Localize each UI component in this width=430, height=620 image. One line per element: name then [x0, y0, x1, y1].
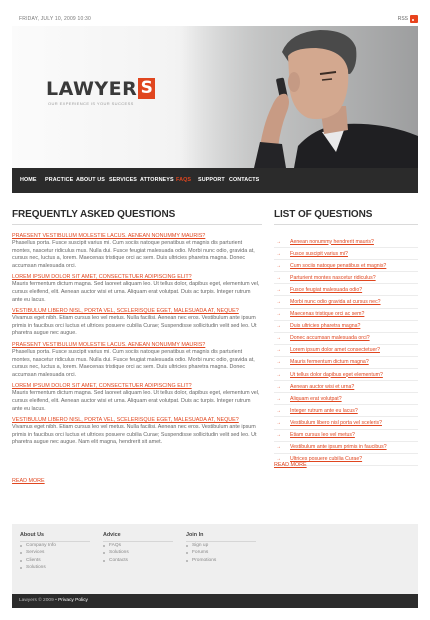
faq-answer: Phasellus porta. Fusce suscipit varius mi. Cum sociis natoque penatibus et magnis dis parturient montes, nascetur ridiculus mus. Nulla dui. Fusce feugiat malesuada odio. Morbi nunc odio, gravida at, cursus nec, luctus a, lorem. Maecenas tristique orci ac sem. Duis ultricies pharetra magna. Donec accumsan malesuada orci. [12, 348, 255, 378]
faq-item [12, 417, 262, 447]
nav-practice[interactable]: PRACTICE [45, 177, 74, 183]
questions-heading: LIST OF QUESTIONS [274, 209, 373, 220]
rss-label: RSS [397, 16, 408, 22]
question-item[interactable] [274, 405, 418, 417]
question-list [274, 236, 418, 466]
question-item[interactable] [274, 345, 418, 357]
question-link[interactable]: Duis ultricies pharetra magna? [290, 323, 361, 330]
question-item[interactable] [274, 248, 418, 260]
question-link[interactable]: Mauris fermentum dictum magna? [290, 359, 369, 366]
footer-col-title: About Us [20, 532, 44, 538]
question-item[interactable] [274, 393, 418, 405]
hero-banner [12, 26, 418, 168]
faq-answer: Mauris fermentum dictum magna. Sed laoreet aliquam leo. Ut tellus dolor, dapibus eget, elementum vel, cursus eleifend, elit. Aenean auctor wisi et urna. Aliquam erat volutpat. Duis ac turpis. Integer rutrum ante eu lacus. [12, 390, 260, 412]
arrow-right-icon: → [276, 250, 281, 257]
footer-col-advice [103, 532, 129, 564]
faq-item [12, 342, 262, 379]
question-link[interactable]: Vestibulum ante ipsum primis in faucibus? [290, 444, 387, 451]
faq-answer: Vivamus eget nibh. Etiam cursus leo vel metus. Nulla facilisi. Aenean nec eros. Vestibulum ante ipsum primis in faucibus orci luctus et ultrices posuere cubilia Curae; Suspendisse sollicitudin velit sed leo. Ut pharetra augue nec augue. Nam elit magna, hendrerit sit amet. [12, 424, 257, 446]
footer-link[interactable]: Solutions [20, 564, 56, 571]
lawyer-photo [224, 26, 418, 168]
arrow-right-icon: → [276, 286, 281, 293]
faq-question[interactable]: PRAESENT VESTIBULUM MOLESTIE LACUS. AENEAN NONUMMY MAURIS? [12, 341, 206, 348]
arrow-right-icon: → [276, 238, 281, 245]
footer-link[interactable]: Clients [20, 557, 56, 564]
question-link[interactable]: Fusce suscipit varius mi? [290, 250, 348, 257]
arrow-right-icon: → [276, 299, 281, 306]
question-item[interactable] [274, 284, 418, 296]
copyright-label: Lawyers © 2009 • [19, 598, 57, 603]
logo[interactable] [46, 78, 155, 99]
footer-col-join [186, 532, 216, 564]
nav-support[interactable]: SUPPORT [198, 177, 225, 183]
faq-answer: Mauris fermentum dictum magna. Sed laoreet aliquam leo. Ut tellus dolor, dapibus eget, elementum vel, cursus eleifend, elit. Aenean auctor wisi et urna. Aliquam erat volutpat. Duis ac turpis. Integer rutrum ante eu lacus. [12, 281, 260, 303]
question-item[interactable] [274, 442, 418, 454]
question-link[interactable]: Aliquam erat volutpat? [290, 395, 342, 402]
question-link[interactable]: Integer rutrum ante eu lacus? [290, 407, 358, 414]
question-item[interactable] [274, 260, 418, 272]
faq-answer: Phasellus porta. Fusce suscipit varius mi. Cum sociis natoque penatibus et magnis dis parturient montes, nascetur ridiculus mus. Nulla dui. Fusce feugiat malesuada odio. Morbi nunc odio, gravida at, cursus nec, luctus a, lorem. Maecenas tristique orci ac sem. Duis ultricies pharetra magna. Donec accumsan malesuada orci. [12, 240, 255, 269]
question-item[interactable] [274, 430, 418, 442]
question-link[interactable]: Fusce feugiat malesuada odio? [290, 286, 363, 293]
question-link[interactable]: Morbi nunc odio gravida at cursus nec? [290, 299, 381, 306]
footer-col-title: Advice [103, 532, 121, 538]
question-item[interactable] [274, 417, 418, 429]
footer-link[interactable]: Contacts [103, 557, 129, 564]
rss-link[interactable] [398, 14, 418, 24]
arrow-right-icon: → [276, 274, 281, 281]
question-link[interactable]: Lorem ipsum dolor amet consectetuer? [290, 347, 380, 354]
footer-col-title: Join In [186, 532, 204, 538]
footer-link[interactable]: Forums [186, 549, 216, 556]
faq-question[interactable]: LOREM IPSUM DOLOR SIT AMET, CONSECTETUER ADIPISCING ELIT? [12, 383, 192, 390]
question-item[interactable] [274, 381, 418, 393]
questions-divider [274, 224, 418, 225]
footer-link[interactable]: FAQs [103, 542, 129, 549]
question-link[interactable]: Aenean nonummy hendrerit mauris? [290, 238, 374, 245]
question-link[interactable]: Cum sociis natoque penatibus et magnis? [290, 262, 387, 269]
nav-contacts[interactable]: CONTACTS [229, 177, 260, 183]
question-item[interactable] [274, 309, 418, 321]
date-text: FRIDAY, JULY 10, 2009 10:30 [19, 16, 92, 22]
arrow-right-icon: → [276, 311, 281, 318]
main-nav [12, 168, 418, 193]
arrow-right-icon: → [276, 371, 281, 378]
question-link[interactable]: Parturient montes nascetur ridiculus? [290, 274, 376, 281]
arrow-right-icon: → [276, 359, 281, 366]
arrow-right-icon: → [276, 432, 281, 439]
footer-link[interactable]: Sign up [186, 542, 216, 549]
rss-icon [410, 15, 418, 23]
faq-question[interactable]: VESTIBULUM LIBERO NISL, PORTA VEL, SCELERISQUE EGET, MALESUADA AT, NEQUE? [12, 308, 239, 315]
question-item[interactable] [274, 369, 418, 381]
copyright-bar [12, 594, 418, 608]
faq-question[interactable]: VESTIBULUM LIBERO NISL, PORTA VEL, SCELERISQUE EGET, MALESUADA AT, NEQUE? [12, 417, 239, 424]
question-item[interactable] [274, 236, 418, 248]
arrow-right-icon: → [276, 456, 281, 463]
arrow-right-icon: → [276, 383, 281, 390]
faq-read-more-link[interactable]: READ MORE [12, 478, 45, 484]
tagline: OUR EXPERIENCE IS YOUR SUCCESS [48, 101, 134, 106]
nav-services[interactable]: SERVICES [109, 177, 137, 183]
faq-question[interactable]: LOREM IPSUM DOLOR SIT AMET, CONSECTETUER ADIPISCING ELIT? [12, 274, 192, 281]
arrow-right-icon: → [276, 444, 281, 451]
question-link[interactable]: Vestibulum libero nisl porta vel sceleris? [290, 419, 382, 426]
faq-item [12, 383, 262, 413]
arrow-right-icon: → [276, 407, 281, 414]
question-link[interactable]: Donec accumsan malesuada orci? [290, 335, 370, 342]
question-item[interactable] [274, 296, 418, 308]
nav-attorneys[interactable]: ATTORNEYS [140, 177, 174, 183]
footer-link[interactable]: Services [20, 549, 56, 556]
question-link[interactable]: Maecenas tristique orci ac sem? [290, 311, 365, 318]
copyright-text [19, 598, 88, 603]
question-item[interactable] [274, 357, 418, 369]
faq-item [12, 274, 262, 304]
arrow-right-icon: → [276, 323, 281, 330]
arrow-right-icon: → [276, 262, 281, 269]
arrow-right-icon: → [276, 419, 281, 426]
faq-divider [12, 224, 262, 225]
logo-letter: S [138, 78, 155, 99]
arrow-right-icon: → [276, 347, 281, 354]
question-link[interactable]: Ultrices posuere cubilia Curae? [290, 456, 363, 463]
questions-read-more-link[interactable]: READ MORE [274, 462, 307, 468]
arrow-right-icon: → [276, 335, 281, 342]
footer-link[interactable]: Promotions [186, 557, 216, 564]
nav-home[interactable]: HOME [20, 177, 37, 183]
footer-link[interactable]: Solutions [103, 549, 129, 556]
footer-link[interactable]: Company Info [20, 542, 56, 549]
question-link[interactable]: Etiam cursus leo vel metus? [290, 432, 355, 439]
arrow-right-icon: → [276, 395, 281, 402]
nav-about-us[interactable]: ABOUT US [76, 177, 105, 183]
faq-answer: Vivamus eget nibh. Etiam cursus leo vel metus. Nulla facilisi. Aenean nec eros. Vestibulum ante ipsum primis in faucibus orci luctus et ultrices posuere cubilia Curae; Suspendisse sollicitudin velit sed leo. Ut pharetra augue nec augue. [12, 315, 257, 337]
faq-heading: FREQUENTLY ASKED QUESTIONS [12, 209, 176, 220]
question-link[interactable]: Aenean auctor wisi et urna? [290, 383, 355, 390]
question-item[interactable] [274, 321, 418, 333]
faq-list [12, 233, 262, 451]
logo-text: LAWYER [46, 78, 138, 100]
faq-item [12, 233, 262, 270]
faq-item [12, 308, 262, 338]
question-item[interactable] [274, 272, 418, 284]
footer [12, 524, 418, 594]
question-item[interactable] [274, 333, 418, 345]
nav-faqs[interactable]: FAQS [176, 177, 192, 183]
privacy-policy-link[interactable]: Privacy Policy [58, 598, 88, 603]
question-link[interactable]: Ut tellus dolor dapibus eget elementum? [290, 371, 383, 378]
faq-question[interactable]: PRAESENT VESTIBULUM MOLESTIE LACUS. AENEAN NONUMMY MAURIS? [12, 233, 206, 239]
footer-col-about [20, 532, 56, 572]
